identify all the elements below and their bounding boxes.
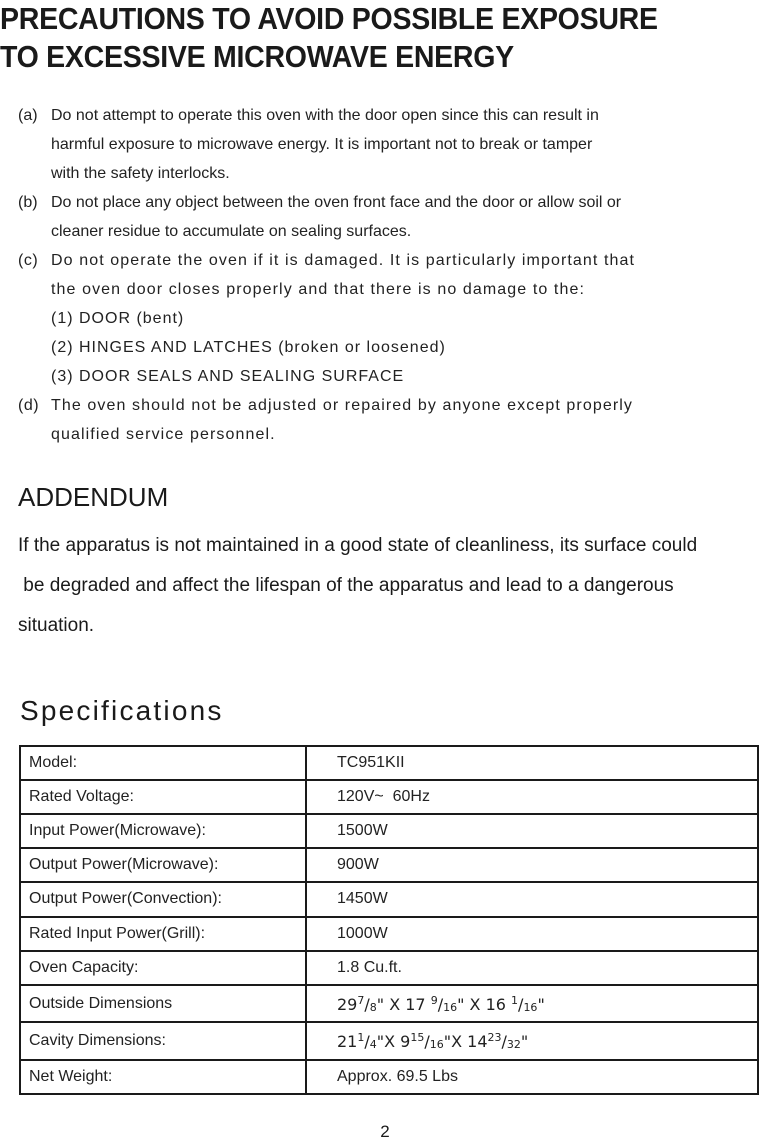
cavity-dimensions-value: $21^1/_4"X$ $9^{15}/_{16}"X$ $14^{23}/_{32}$" (306, 1022, 758, 1060)
dim-denominator: 4 (369, 1038, 377, 1052)
spec-label: Outside Dimensions (20, 985, 306, 1023)
precaution-tag: (a) (18, 107, 38, 124)
spec-label: Rated Voltage: (20, 780, 306, 814)
table-row (20, 917, 758, 951)
spec-value: 1000W (306, 917, 758, 951)
heading-line-2: TO EXCESSIVE MICROWAVE ENERGY (0, 39, 514, 74)
spec-value: 1500W (306, 814, 758, 848)
table-row (20, 985, 758, 1023)
precaution-line: harmful exposure to microwave energy. It is important not to break or tamper (51, 136, 593, 153)
specifications-title: Specifications (20, 695, 224, 726)
dim-denominator: 16 (429, 1038, 444, 1052)
table-row (20, 1060, 758, 1094)
addendum-line: situation. (18, 615, 95, 636)
precaution-c (18, 246, 766, 304)
precaution-subitem: (2) HINGES AND LATCHES (broken or loosened) (51, 339, 446, 356)
dim-numerator: 1 (511, 993, 519, 1007)
dim-denominator: 8 (369, 1000, 377, 1014)
table-row (20, 848, 758, 882)
precaution-line: cleaner residue to accumulate on sealing surfaces. (51, 223, 412, 240)
dim-denominator: 16 (523, 1000, 538, 1014)
spec-label: Rated Input Power(Grill): (20, 917, 306, 951)
precautions-list (18, 101, 766, 449)
spec-value: 1450W (306, 882, 758, 916)
precaution-subitem: (1) DOOR (bent) (51, 310, 185, 327)
spec-value: 900W (306, 848, 758, 882)
precaution-tag: (c) (18, 252, 39, 269)
table-row (20, 1022, 758, 1060)
table-row (20, 951, 758, 985)
dim-denominator: 16 (443, 1000, 458, 1014)
dim-whole: 21 (337, 1032, 358, 1052)
addendum-title: ADDENDUM (18, 482, 169, 512)
spec-value: TC951KII (306, 746, 758, 780)
precaution-b (18, 188, 766, 246)
specifications-table (19, 745, 759, 1095)
dim-numerator: 23 (487, 1031, 502, 1045)
dim-numerator: 7 (357, 993, 365, 1007)
table-row (20, 746, 758, 780)
spec-label: Model: (20, 746, 306, 780)
spec-label: Input Power(Microwave): (20, 814, 306, 848)
precaution-tag: (b) (18, 194, 38, 211)
spec-value: Approx. 69.5 Lbs (306, 1060, 758, 1094)
precaution-line: Do not operate the oven if it is damaged. It is particularly important that (51, 252, 636, 269)
addendum-line: be degraded and affect the lifespan of the apparatus and lead to a dangerous (18, 575, 674, 596)
table-row (20, 882, 758, 916)
dim-denominator: 32 (506, 1038, 521, 1052)
precaution-line: with the safety interlocks. (51, 165, 230, 182)
spec-label: Oven Capacity: (20, 951, 306, 985)
spec-value: 1.8 Cu.ft. (306, 951, 758, 985)
dim-whole: 14 (467, 1032, 488, 1052)
spec-label: Output Power(Convection): (20, 882, 306, 916)
table-row (20, 814, 758, 848)
table-row (20, 780, 758, 814)
heading-line-1: PRECAUTIONS TO AVOID POSSIBLE EXPOSURE (0, 1, 658, 36)
precaution-subitem: (3) DOOR SEALS AND SEALING SURFACE (51, 368, 405, 385)
spec-value: 120V~ 60Hz (306, 780, 758, 814)
dim-whole: 16 (485, 994, 506, 1014)
addendum-line: If the apparatus is not maintained in a good state of cleanliness, its surface could (18, 535, 698, 556)
precaution-line: Do not attempt to operate this oven with the door open since this can result in (51, 107, 599, 124)
dim-numerator: 1 (357, 1031, 365, 1045)
dim-whole: 29 (337, 994, 358, 1014)
precaution-line: Do not place any object between the oven front face and the door or allow soil or (51, 194, 622, 211)
precaution-d (18, 391, 766, 449)
dim-numerator: 9 (430, 993, 438, 1007)
dim-numerator: 15 (410, 1031, 425, 1045)
dim-whole: 17 (405, 994, 426, 1014)
page-number: 2 (380, 1122, 390, 1139)
addendum-body (18, 526, 770, 646)
precaution-line: The oven should not be adjusted or repaired by anyone except properly (51, 397, 634, 414)
precaution-a (18, 101, 766, 188)
outside-dimensions-value: $29^7/_8$" X 17 $^9/_{16}$" X 16 $^1/_{16}$" (306, 985, 758, 1023)
precaution-line: qualified service personnel. (51, 426, 276, 443)
precaution-tag: (d) (18, 397, 40, 414)
page-heading (0, 0, 708, 76)
spec-label: Cavity Dimensions: (20, 1022, 306, 1060)
spec-label: Net Weight: (20, 1060, 306, 1094)
dim-whole: 9 (400, 1032, 411, 1052)
precaution-line: the oven door closes properly and that there is no damage to the: (51, 281, 586, 298)
spec-label: Output Power(Microwave): (20, 848, 306, 882)
